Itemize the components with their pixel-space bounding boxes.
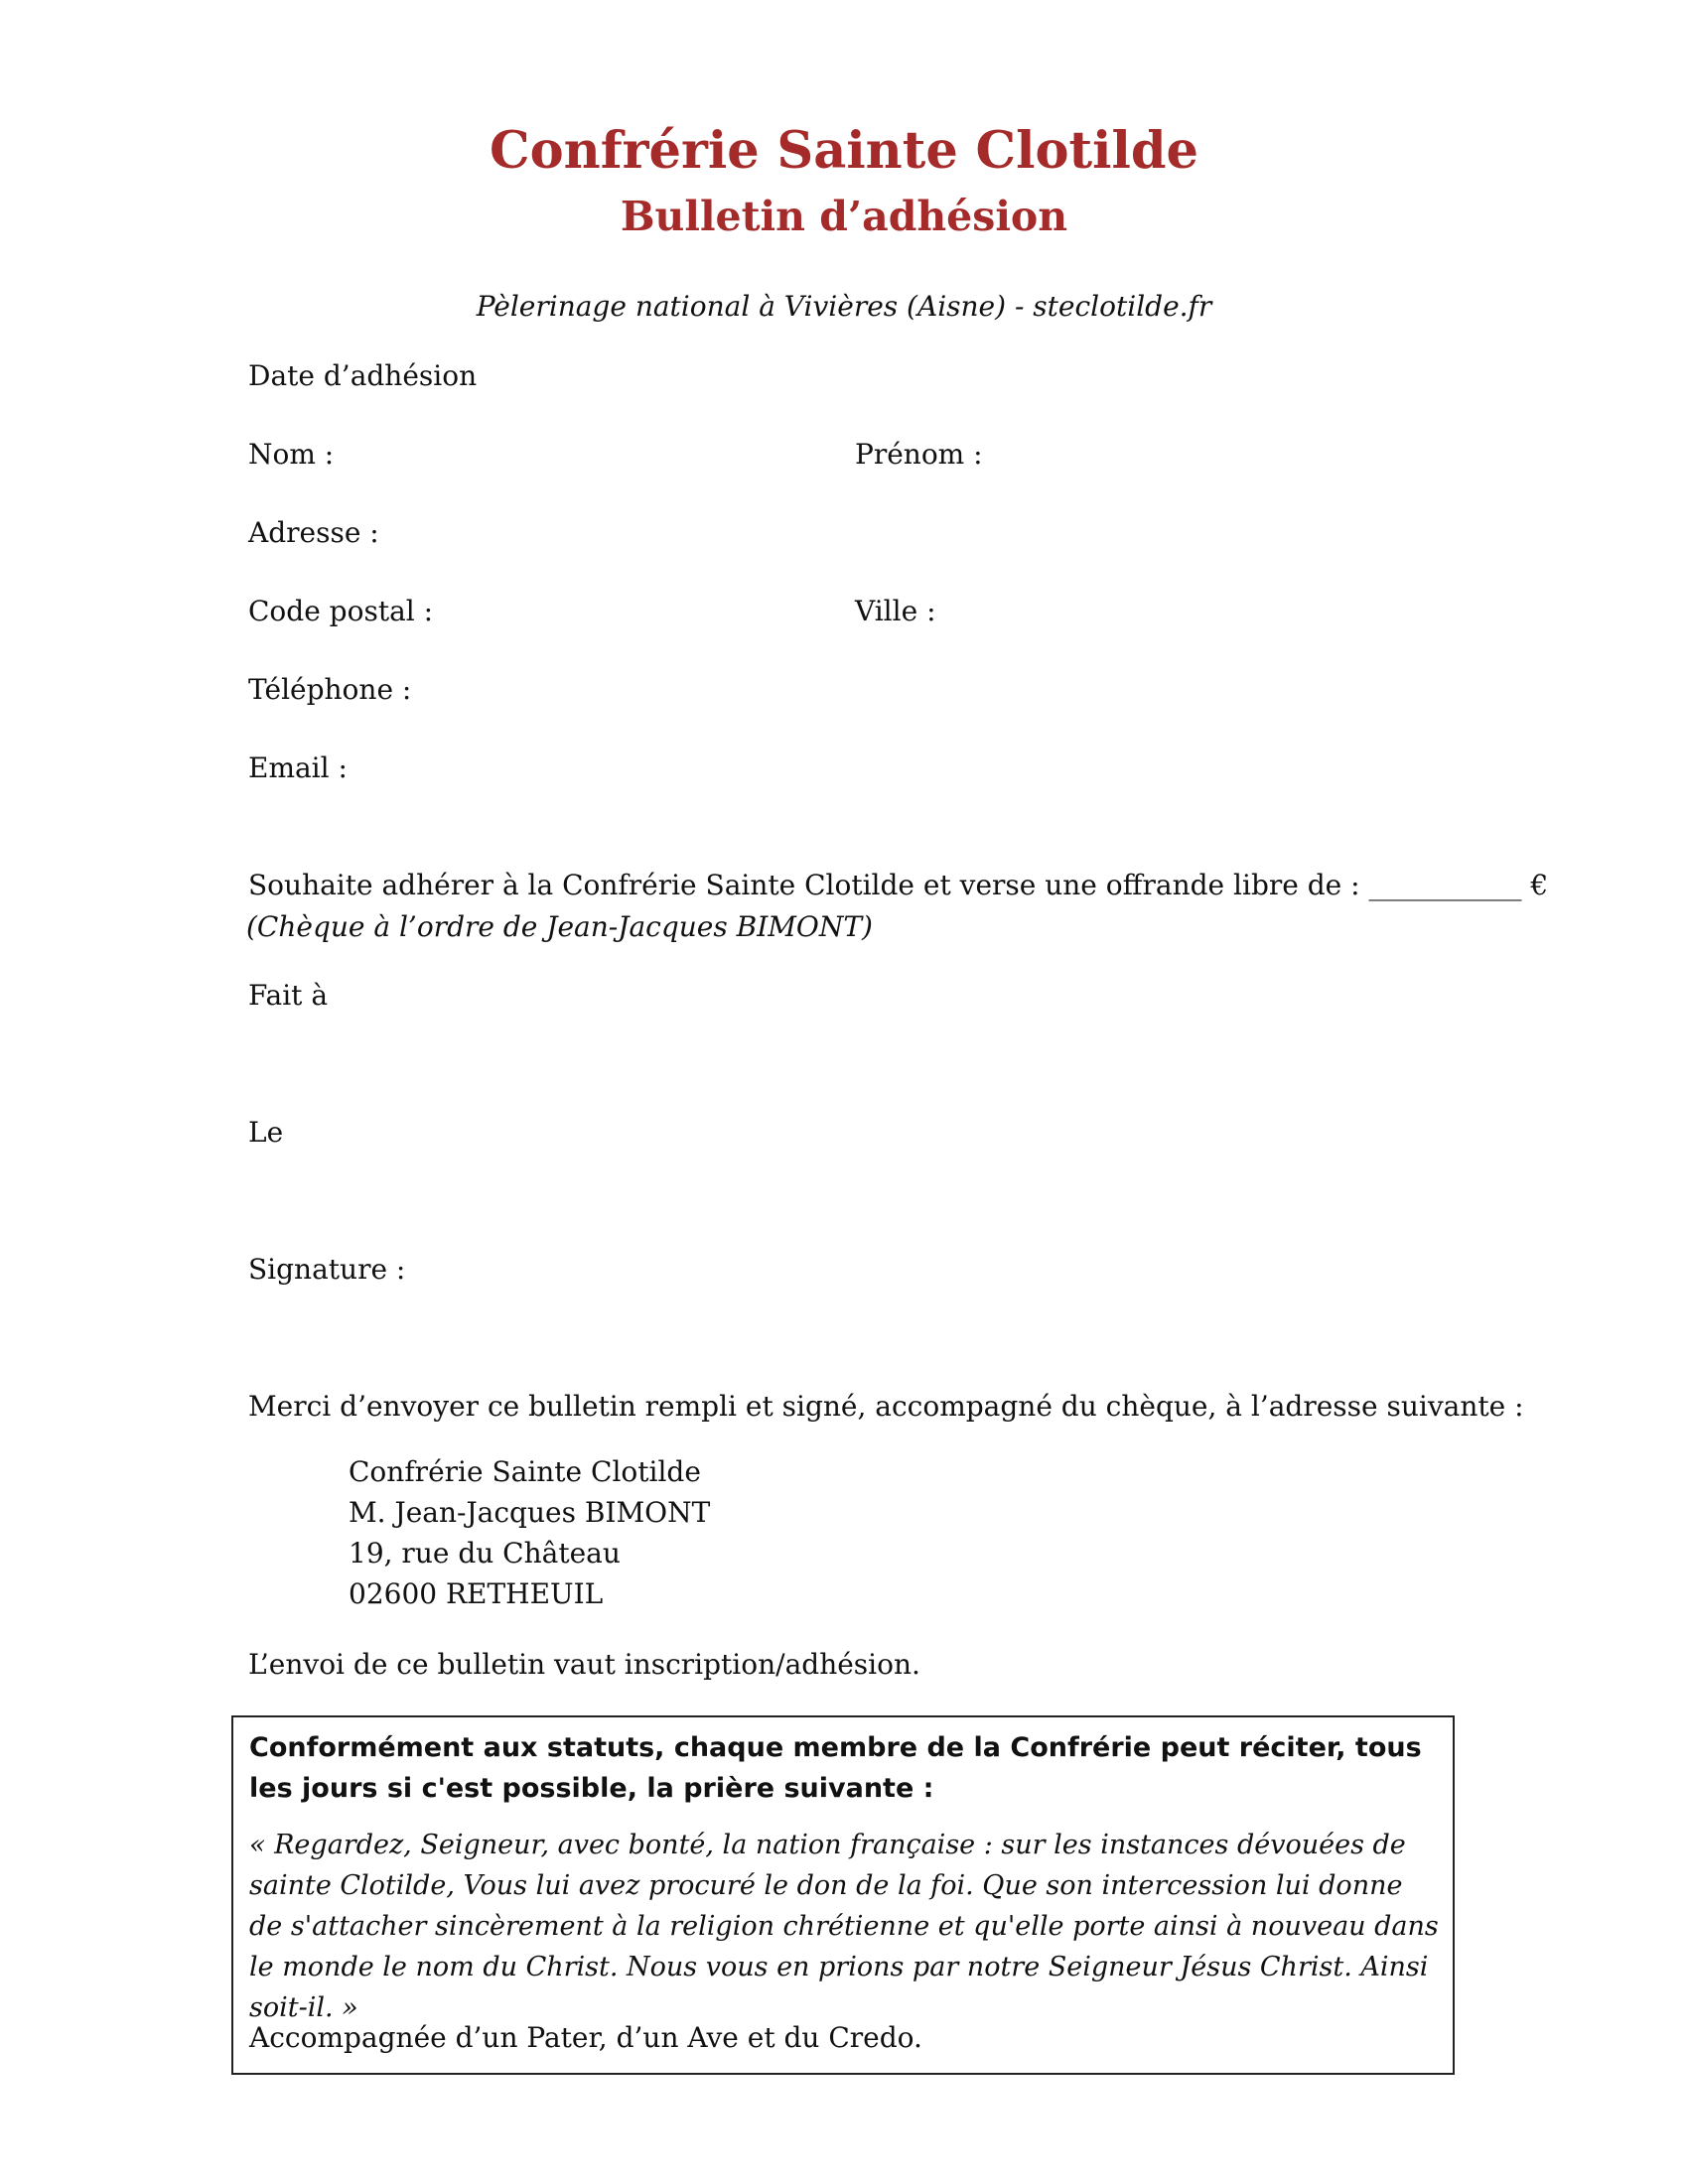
date-adhesion-label: Date d’adhésion: [248, 359, 478, 392]
prayer-intro: Conformément aux statuts, chaque membre de la Confrérie peut réciter, tous les jours si c'est possible, la prière suivante :: [249, 1732, 1422, 1804]
le-label: Le: [248, 1116, 284, 1149]
cheque-note: (Chèque à l’ordre de Jean-Jacques BIMONT): [246, 910, 873, 943]
prayer-text: « Regardez, Seigneur, avec bonté, la nation française : sur les instances dévouées de sainte Clotilde, Vous lui avez procuré le don de la foi. Que son intercession lui donne de s'attacher sincèrement à la religion chrétienne et qu'elle porte ainsi à nouveau dans le monde le nom du Christ. Nous vous en prions par notre Seigneur Jésus Christ. Ainsi soit-il. »: [249, 1830, 1439, 2023]
nom-label: Nom :: [248, 438, 335, 471]
fait-a-label: Fait à: [248, 979, 329, 1012]
telephone-label: Téléphone :: [248, 673, 412, 706]
adresse-label: Adresse :: [248, 516, 379, 549]
document-subtitle: Bulletin d’adhésion: [620, 193, 1068, 240]
address-line: 19, rue du Château: [349, 1537, 621, 1570]
registration-note: L’envoi de ce bulletin vaut inscription/adhésion.: [248, 1648, 920, 1681]
code-postal-label: Code postal :: [248, 595, 434, 627]
ville-label: Ville :: [855, 595, 936, 627]
offering-text: Souhaite adhérer à la Confrérie Sainte Clotilde et verse une offrande libre de : ___________ €: [248, 869, 1549, 901]
document-title: Confrérie Sainte Clotilde: [490, 121, 1198, 181]
mailing-address: [349, 1451, 710, 1614]
address-line: M. Jean-Jacques BIMONT: [349, 1496, 711, 1529]
prayer-box: [231, 1715, 1455, 2075]
document-tagline: Pèlerinage national à Vivières (Aisne) - steclotilde.fr: [476, 290, 1212, 323]
mailing-instruction: Merci d’envoyer ce bulletin rempli et signé, accompagné du chèque, à l’adresse suivante :: [248, 1390, 1524, 1423]
email-label: Email :: [248, 751, 348, 784]
prenom-label: Prénom :: [855, 438, 983, 471]
prayer-closing: Accompagnée d’un Pater, d’un Ave et du Credo.: [249, 2021, 922, 2054]
signature-label: Signature :: [248, 1253, 406, 1286]
address-line: 02600 RETHEUIL: [349, 1577, 604, 1610]
address-line: Confrérie Sainte Clotilde: [349, 1455, 701, 1488]
